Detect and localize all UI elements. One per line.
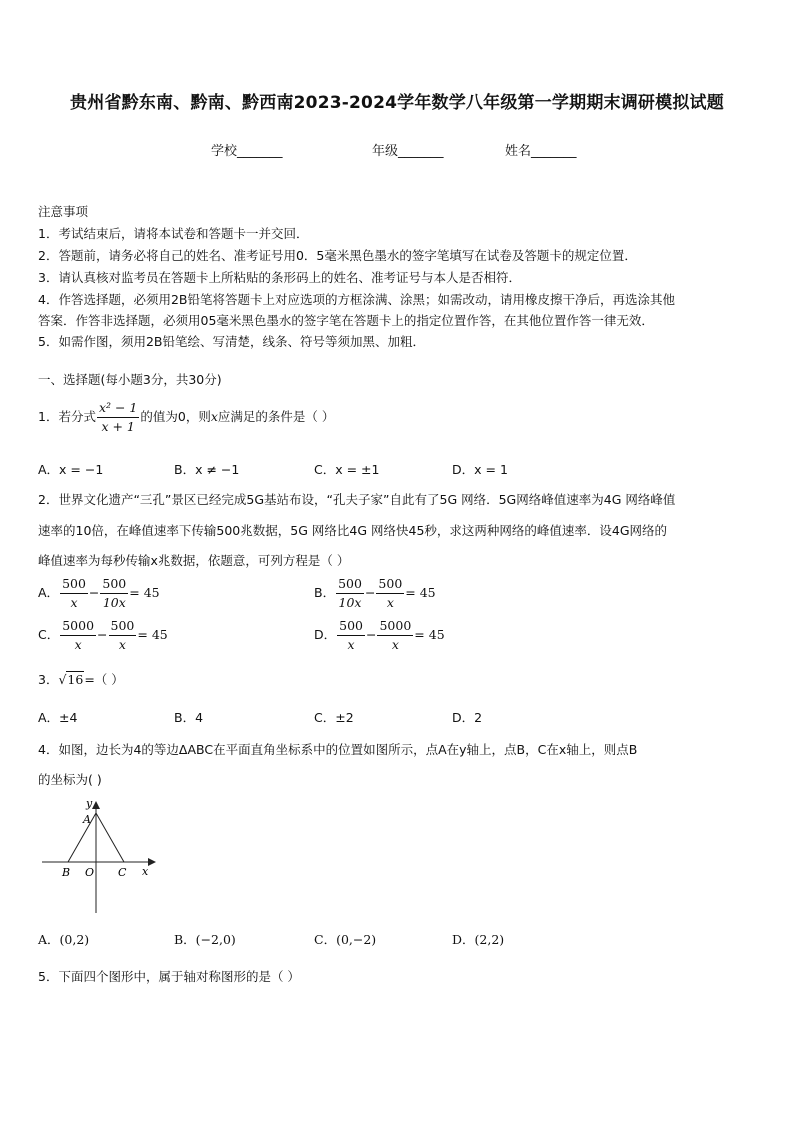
question-2-line: 2．世界文化遗产“三孔”景区已经完成5G基站布设，“孔夫子家”自此有了5G 网络．5G网络峰值速率为4G 网络峰值 (38, 492, 676, 507)
coordinate-figure (38, 795, 163, 920)
school-field: 学校_______ (211, 144, 283, 159)
q1-denominator: x + 1 (101, 419, 135, 434)
q3-radicand: 16 (67, 672, 84, 687)
q1-option-b: B．x ≠ −1 (174, 462, 240, 477)
sqrt-symbol: √ (58, 672, 67, 687)
q1-variable: x (210, 409, 218, 424)
note-item: 1．考试结束后，请将本试卷和答题卡一并交回． (38, 226, 309, 241)
notes-heading: 注意事项 (38, 204, 89, 219)
q1-numerator: x² − 1 (97, 400, 139, 418)
note-item: 答案．作答非选择题，必须用05毫米黑色墨水的签字笔在答题卡上的指定位置作答，在其他位置作答一律无效． (38, 313, 654, 328)
q1-suffix: 的值为0，则 (140, 409, 211, 424)
section-heading: 一、选择题(每小题3分，共30分) (38, 372, 222, 387)
name-field: 姓名_______ (505, 144, 577, 159)
q4-option-a: A．(0,2) (38, 932, 90, 947)
q1-option-c: C．x = ±1 (314, 462, 380, 477)
q3-option-d: D．2 (452, 710, 483, 725)
q1-suffix2: 应满足的条件是（ ） (217, 409, 335, 424)
note-item: 2．答题前，请务必将自己的姓名、准考证号用0．5毫米黑色墨水的签字笔填写在试卷及答题卡的规定位置． (38, 248, 637, 263)
q2-option-c: C． $\frac{5000}{x}$ − $\frac{500}{x}$ = 45 (38, 618, 168, 652)
label-b: B (62, 866, 71, 879)
label-a: A (83, 813, 91, 826)
label-o: O (85, 866, 95, 879)
question-3: 3．√16=（ ） (38, 672, 124, 687)
q3-option-c: C．±2 (314, 710, 354, 725)
q4-option-d: D．(2,2) (452, 932, 505, 947)
page-title: 贵州省黔东南、黔南、黔西南2023-2024学年数学八年级第一学期期末调研模拟试题 (70, 93, 724, 113)
q1-option-d: D．x = 1 (452, 462, 508, 477)
q4-option-c: C．(0,−2) (314, 932, 377, 947)
y-axis-arrow (92, 801, 100, 809)
q2-option-b: B． $\frac{500}{10x}$ − $\frac{500}{x}$ = 45 (314, 576, 436, 610)
question-4-line: 4．如图，边长为4的等边ΔABC在平面直角坐标系中的位置如图所示，点A在y轴上，点B，C在x轴上，则点B (38, 742, 638, 757)
question-4-line: 的坐标为( ) (38, 772, 102, 787)
note-item: 3．请认真核对监考员在答题卡上所粘贴的条形码上的姓名、准考证号与本人是否相符． (38, 270, 521, 285)
question-2-line: 速率的10倍，在峰值速率下传输500兆数据，5G 网络比4G 网络快45秒，求这两种网络的峰值速率．设4G网络的 (38, 523, 668, 538)
question-5: 5．下面四个图形中，属于轴对称图形的是（ ） (38, 969, 300, 984)
label-c: C (118, 866, 127, 879)
q3-option-b: B．4 (174, 710, 204, 725)
q1-option-a: A．x = −1 (38, 462, 104, 477)
label-y: y (86, 797, 93, 810)
label-x: x (142, 865, 149, 878)
q3-option-a: A．±4 (38, 710, 78, 725)
q1-fraction (97, 400, 139, 435)
q1-prefix: 1．若分式 (38, 409, 96, 424)
note-item: 5．如需作图，须用2B铅笔绘、写清楚，线条、符号等须加黑、加粗． (38, 334, 425, 349)
q2-option-a: A． $\frac{500}{x}$ − $\frac{500}{10x}$ = 45 (38, 576, 160, 610)
note-item: 4．作答选择题，必须用2B铅笔将答题卡上对应选项的方框涂满、涂黑；如需改动，请用橡皮擦干净后，再选涂其他 (38, 292, 675, 307)
q4-option-b: B．(−2,0) (174, 932, 236, 947)
grade-field: 年级_______ (372, 144, 444, 159)
question-2-line: 峰值速率为每秒传输x兆数据，依题意，可列方程是（ ） (38, 553, 350, 568)
x-axis-arrow (148, 858, 156, 866)
question-1 (38, 400, 334, 435)
q2-option-d: D． $\frac{500}{x}$ − $\frac{5000}{x}$ = 45 (314, 618, 445, 652)
